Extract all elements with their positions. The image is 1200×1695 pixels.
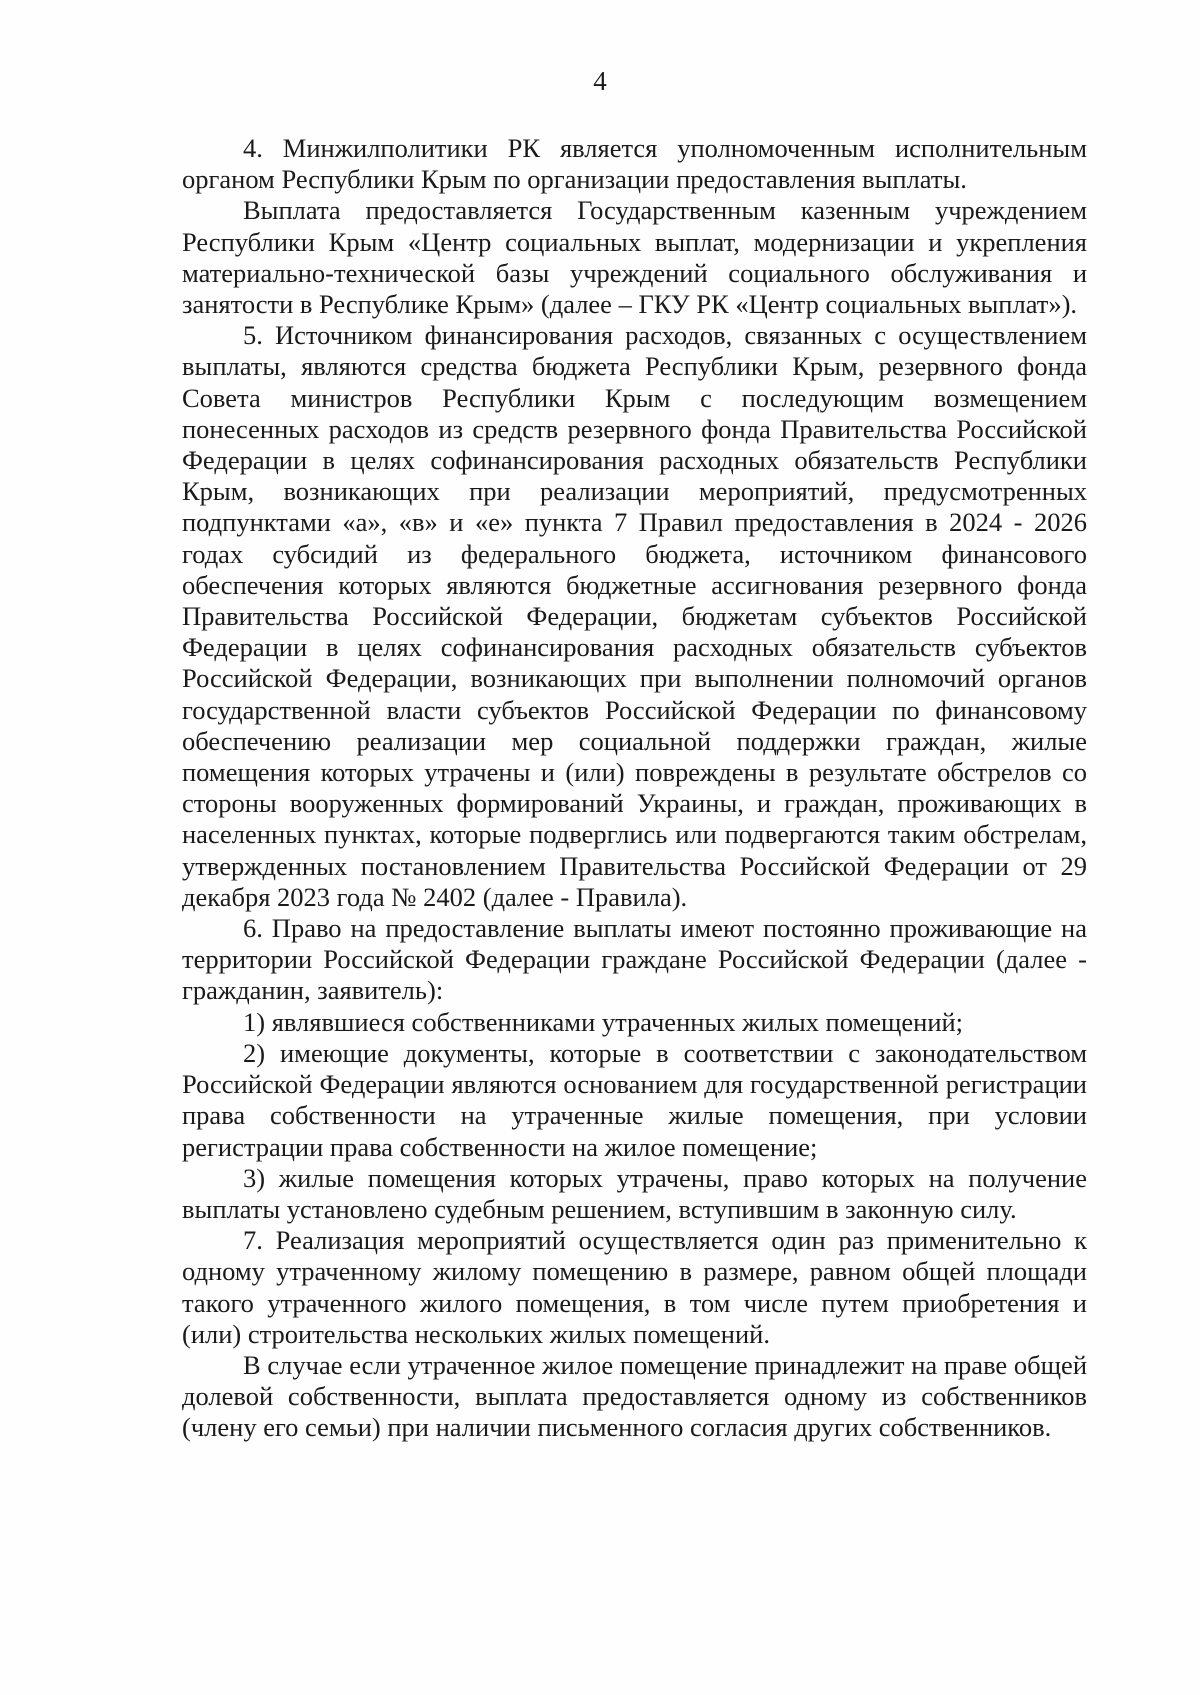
list-item-2-documents: 2) имеющие документы, которые в соответствии с законодательством Российской Федерации являются основанием для государственной регистрации права собственности на утраченные жилые помещения, при условии регистрации права собственности на жилое помещение; <box>182 1037 1087 1162</box>
document-body <box>182 133 1087 1444</box>
list-item-3-court-decision: 3) жилые помещения которых утрачены, право которых на получение выплаты установлено судебным решением, вступившим в законную силу. <box>182 1162 1087 1224</box>
paragraph-clause-5-financing: 5. Источником финансирования расходов, связанных с осуществлением выплаты, являются средства бюджета Республики Крым, резервного фонда Совета министров Республики Крым с последующим возмещением понесенных расходов из средств резервного фонда Правительства Российской Федерации в целях софинансирования расходных обязательств Республики Крым, возникающих при реализации мероприятий, предусмотренных подпунктами «а», «в» и «е» пункта 7 Правил предоставления в 2024 - 2026 годах субсидий из федерального бюджета, источником финансового обеспечения которых являются бюджетные ассигнования резервного фонда Правительства Российской Федерации, бюджетам субъектов Российской Федерации в целях софинансирования расходных обязательств субъектов Российской Федерации, возникающих при выполнении полномочий органов государственной власти субъектов Российской Федерации по финансовому обеспечению реализации мер социальной поддержки граждан, жилые помещения которых утрачены и (или) повреждены в результате обстрелов со стороны вооруженных формирований Украины, и граждан, проживающих в населенных пунктах, которые подверглись или подвергаются таким обстрелам, утвержденных постановлением Правительства Российской Федерации от 29 декабря 2023 года № 2402 (далее - Правила). <box>182 320 1087 912</box>
page-number: 4 <box>593 66 607 96</box>
paragraph-payment-provider: Выплата предоставляется Государственным казенным учреждением Республики Крым «Центр социальных выплат, модернизации и укрепления материально-технической базы учреждений социального обслуживания и занятости в Республике Крым» (далее – ГКУ РК «Центр социальных выплат»). <box>182 195 1087 320</box>
paragraph-clause-4: 4. Минжилполитики РК является уполномоченным исполнительным органом Республики Крым по организации предоставления выплаты. <box>182 133 1087 195</box>
paragraph-shared-ownership: В случае если утраченное жилое помещение принадлежит на праве общей долевой собственности, выплата предоставляется одному из собственников (члену его семьи) при наличии письменного согласия других собственников. <box>182 1349 1087 1443</box>
paragraph-clause-6-eligibility: 6. Право на предоставление выплаты имеют постоянно проживающие на территории Российской Федерации граждане Российской Федерации (далее - гражданин, заявитель): <box>182 913 1087 1006</box>
paragraph-clause-7-implementation: 7. Реализация мероприятий осуществляется один раз применительно к одному утраченному жилому помещению в размере, равном общей площади такого утраченного жилого помещения, в том числе путем приобретения и (или) строительства нескольких жилых помещений. <box>182 1225 1087 1349</box>
list-item-1-owners: 1) являвшиеся собственниками утраченных жилых помещений; <box>243 1006 964 1037</box>
